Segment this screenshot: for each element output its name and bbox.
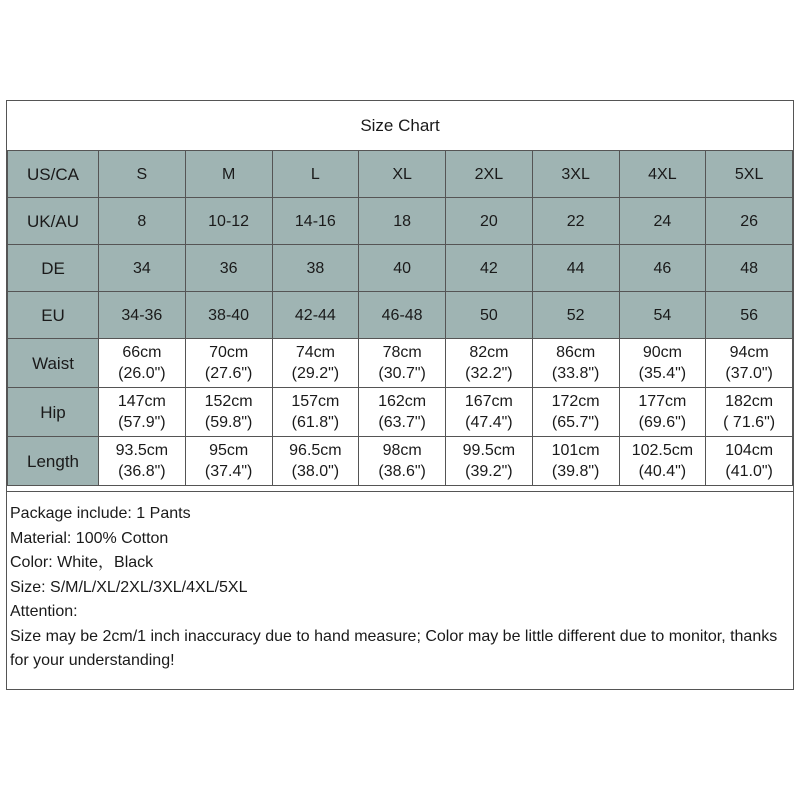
row-label: Hip [8,388,99,437]
cm-value: 177cm [638,393,687,410]
size-table [7,150,793,486]
table-cell: 42-44 [272,292,359,339]
inch-value: (59.8") [204,414,253,431]
chart-title: Size Chart [7,101,793,151]
product-info [7,491,793,689]
cm-value: 90cm [642,344,682,361]
table-row-us-ca [8,151,793,198]
row-label: Length [8,437,99,486]
inch-value: (27.6") [204,365,253,382]
cm-value: 102.5cm [631,442,694,459]
inch-value: (39.2") [465,463,513,480]
table-cell [446,339,533,388]
inch-value: (65.7") [551,414,600,431]
table-cell [446,388,533,437]
cm-value: 152cm [204,393,253,410]
inch-value: (33.8") [551,365,600,382]
cm-value: 93.5cm [115,442,169,459]
row-label: UK/AU [8,198,99,245]
table-cell [446,437,533,486]
cm-value: 78cm [382,344,422,361]
material-line: Material: 100% Cotton [10,529,169,547]
cm-value: 70cm [209,344,249,361]
table-row-de [8,245,793,292]
cm-value: 95cm [209,442,249,459]
table-cell: XL [359,151,446,198]
table-cell: 5XL [706,151,793,198]
table-cell [99,388,186,437]
table-cell: 10-12 [185,198,272,245]
cm-value: 98cm [382,442,422,459]
inch-value: (41.0") [725,463,773,480]
table-cell [359,339,446,388]
row-label: EU [8,292,99,339]
cm-value: 172cm [551,393,600,410]
cm-value: 147cm [117,393,166,410]
table-cell [619,339,706,388]
table-row-eu [8,292,793,339]
inch-value: (38.6") [378,463,426,480]
table-cell [532,388,619,437]
table-cell: M [185,151,272,198]
table-cell: 44 [532,245,619,292]
table-row-hip [8,388,793,437]
cm-value: 82cm [469,344,509,361]
table-cell: 38-40 [185,292,272,339]
attention-note: Size may be 2cm/1 inch inaccuracy due to hand measure; Color may be little different due to monitor, thanks for your understanding! [10,627,778,669]
table-cell [532,339,619,388]
table-cell [619,437,706,486]
inch-value: (26.0") [118,365,166,382]
table-cell: 52 [532,292,619,339]
table-cell: 20 [446,198,533,245]
table-cell: 36 [185,245,272,292]
inch-value: (36.8") [118,463,166,480]
table-cell: 56 [706,292,793,339]
cm-value: 157cm [291,393,340,410]
package-line: Package include: 1 Pants [10,505,191,522]
size-chart-frame [6,100,794,690]
cm-value: 96.5cm [289,442,342,459]
table-cell: 46-48 [359,292,446,339]
table-cell: 50 [446,292,533,339]
row-label: US/CA [8,151,99,198]
table-cell: 14-16 [272,198,359,245]
table-cell [99,437,186,486]
cm-value: 167cm [464,393,513,410]
cm-value: 104cm [725,442,774,459]
table-cell [99,339,186,388]
inch-value: (29.2") [291,365,340,382]
inch-value: (69.6") [638,414,687,431]
table-cell [185,339,272,388]
inch-value: (63.7") [378,414,426,431]
table-cell [272,388,359,437]
table-row-waist [8,339,793,388]
table-cell [185,388,272,437]
table-cell: 40 [359,245,446,292]
table-cell: L [272,151,359,198]
inch-value: (32.2") [465,365,513,382]
inch-value: (37.0") [725,365,773,382]
inch-value: (40.4") [638,463,687,480]
inch-value: ( 71.6") [723,414,776,431]
table-cell: 4XL [619,151,706,198]
table-cell: 38 [272,245,359,292]
row-label: Waist [8,339,99,388]
inch-value: (35.4") [638,365,687,382]
cm-value: 66cm [122,344,162,361]
table-cell: 46 [619,245,706,292]
table-cell: 34-36 [99,292,186,339]
color-line: Color: White，Black [10,554,154,571]
table-cell [706,339,793,388]
cm-value: 99.5cm [462,442,516,459]
inch-value: (30.7") [378,365,426,382]
table-cell: 22 [532,198,619,245]
table-cell [532,437,619,486]
inch-value: (57.9") [118,414,166,431]
table-cell: 34 [99,245,186,292]
cm-value: 74cm [295,344,335,361]
table-cell [706,388,793,437]
inch-value: (38.0") [291,463,340,480]
attention-line: Attention: [10,603,78,620]
table-cell [706,437,793,486]
table-cell [359,388,446,437]
table-cell [619,388,706,437]
cm-value: 101cm [551,442,600,459]
row-label: DE [8,245,99,292]
table-cell: 54 [619,292,706,339]
cm-value: 182cm [725,393,774,410]
table-cell: 2XL [446,151,533,198]
table-cell [359,437,446,486]
inch-value: (61.8") [291,414,340,431]
cm-value: 162cm [378,393,427,410]
table-cell: S [99,151,186,198]
inch-value: (37.4") [204,463,253,480]
table-cell: 24 [619,198,706,245]
table-cell: 48 [706,245,793,292]
table-cell [185,437,272,486]
table-cell [272,339,359,388]
table-row-length [8,437,793,486]
table-cell: 8 [99,198,186,245]
inch-value: (47.4") [465,414,513,431]
cm-value: 94cm [729,344,769,361]
table-cell [272,437,359,486]
table-row-uk-au [8,198,793,245]
table-cell: 42 [446,245,533,292]
table-cell: 18 [359,198,446,245]
cm-value: 86cm [556,344,596,361]
inch-value: (39.8") [551,463,600,480]
table-cell: 3XL [532,151,619,198]
table-cell: 26 [706,198,793,245]
size-line: Size: S/M/L/XL/2XL/3XL/4XL/5XL [10,578,248,596]
